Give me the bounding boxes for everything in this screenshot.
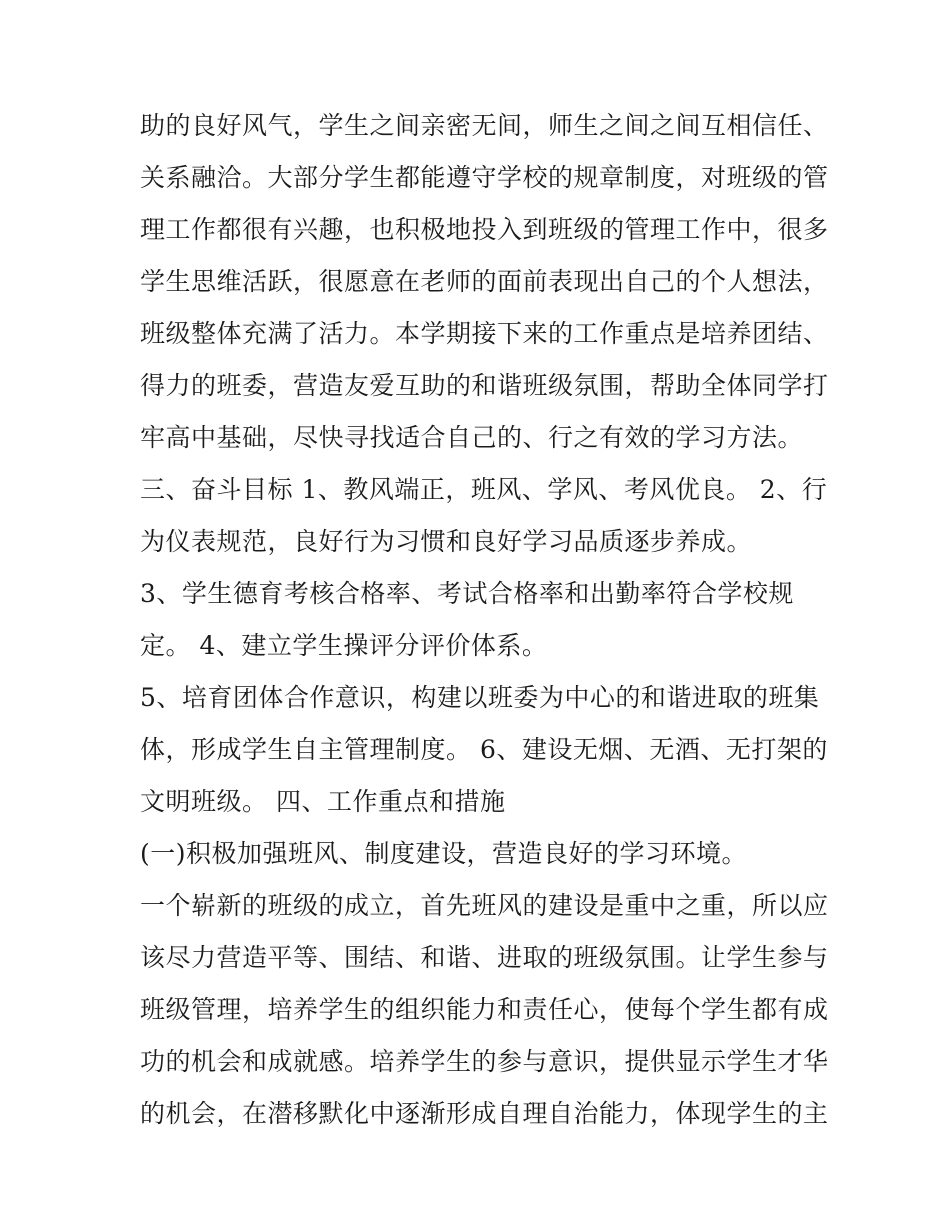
text-line: 一个崭新的班级的成立，首先班风的建设是重中之重，所以应 bbox=[140, 891, 829, 920]
subsection-heading: (一)积极加强班风、制度建设，营造良好的学习环境。 bbox=[140, 839, 748, 868]
text-line: 理工作都很有兴趣，也积极地投入到班级的管理工作中，很多 bbox=[140, 215, 829, 244]
text-line: 的机会，在潜移默化中逐渐形成自理自治能力，体现学生的主 bbox=[140, 1099, 829, 1128]
body-text bbox=[140, 100, 830, 1140]
text-line: 得力的班委，营造友爱互助的和谐班级氛围，帮助全体同学打 bbox=[140, 371, 829, 400]
section-heading-measures: 文明班级。 四、工作重点和措施 bbox=[140, 787, 506, 816]
text-line: 体，形成学生自主管理制度。 6、建设无烟、无酒、无打架的 bbox=[140, 735, 828, 764]
text-line: 定。 4、建立学生操评分评价体系。 bbox=[140, 631, 548, 660]
text-line: 班级管理，培养学生的组织能力和责任心，使每个学生都有成 bbox=[140, 995, 829, 1024]
text-line: 关系融洽。大部分学生都能遵守学校的规章制度，对班级的管 bbox=[140, 163, 829, 192]
text-line: 该尽力营造平等、围结、和谐、进取的班级氛围。让学生参与 bbox=[140, 943, 829, 972]
text-line: 助的良好风气，学生之间亲密无间，师生之间之间互相信任、 bbox=[140, 111, 829, 140]
section-heading-goals: 三、奋斗目标 1、教风端正，班风、学风、考风优良。 2、行 bbox=[140, 475, 828, 504]
text-line: 功的机会和成就感。培养学生的参与意识，提供显示学生才华 bbox=[140, 1047, 829, 1076]
text-line: 牢高中基础，尽快寻找适合自己的、行之有效的学习方法。 bbox=[140, 423, 804, 452]
text-line: 3、学生德育考核合格率、考试合格率和出勤率符合学校规 bbox=[140, 579, 794, 608]
text-line: 5、培育团体合作意识，构建以班委为中心的和谐进取的班集 bbox=[140, 683, 820, 712]
text-line: 为仪表规范，良好行为习惯和良好学习品质逐步养成。 bbox=[140, 527, 753, 556]
text-line: 学生思维活跃，很愿意在老师的面前表现出自己的个人想法， bbox=[140, 267, 829, 296]
text-line: 班级整体充满了活力。本学期接下来的工作重点是培养团结、 bbox=[140, 319, 829, 348]
